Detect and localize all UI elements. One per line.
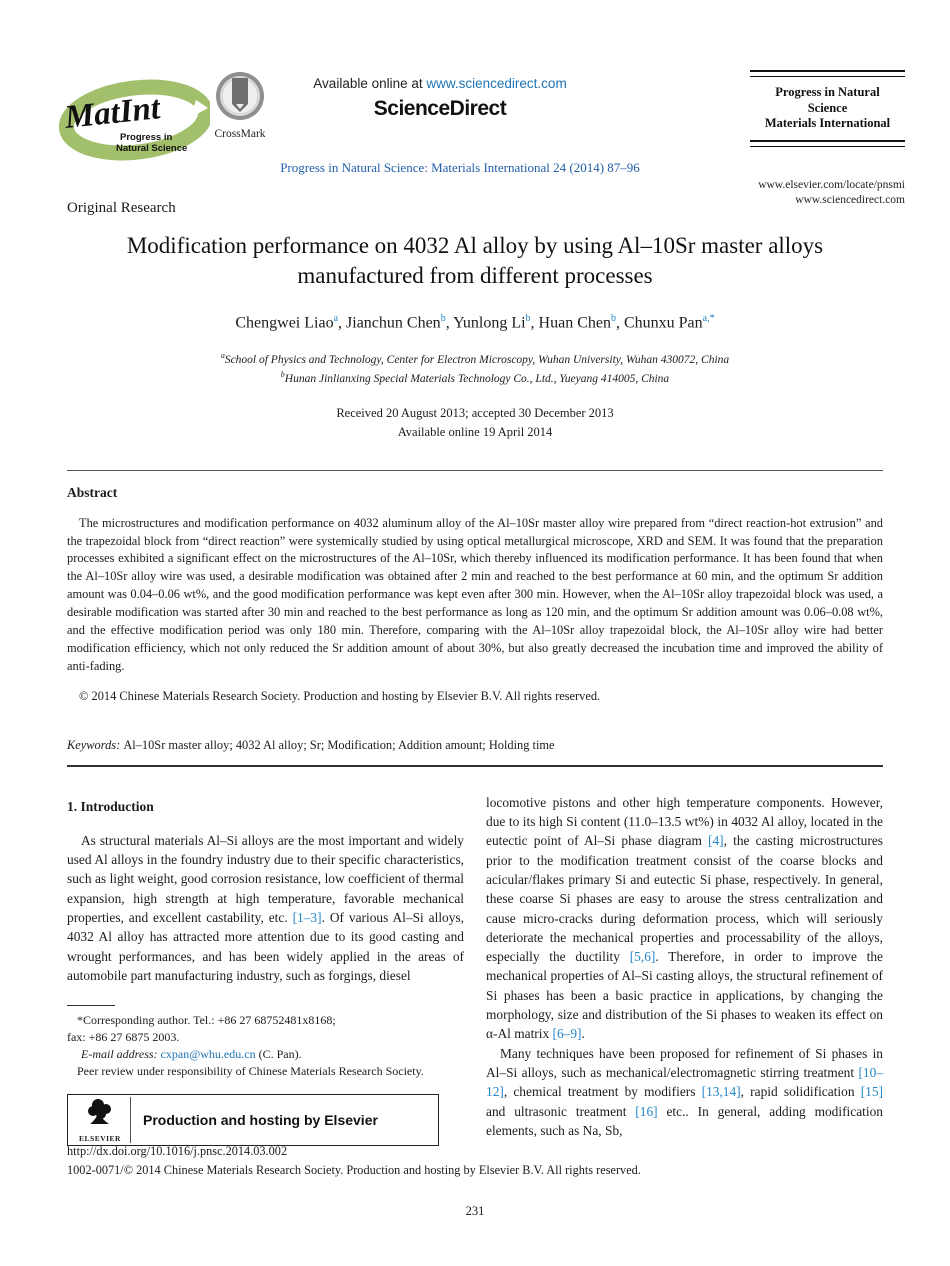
citation-link[interactable]: [13,14] xyxy=(701,1084,741,1100)
crossmark-label: CrossMark xyxy=(214,128,266,140)
author-affiliation-sup[interactable]: b xyxy=(525,312,531,324)
author-affiliation-sup[interactable]: a xyxy=(333,312,339,324)
peer-review-note: Peer review under responsibility of Chinese Materials Research Society. xyxy=(77,1064,424,1079)
masthead-rule-top xyxy=(750,70,905,77)
svg-text:Natural Science: Natural Science xyxy=(116,143,188,154)
email-line: E-mail address: cxpan@whu.edu.cn (C. Pan). xyxy=(81,1047,302,1062)
article-type-label: Original Research xyxy=(67,200,176,216)
article-title: Modification performance on 4032 Al alloy by using Al–10Sr master alloys manufactured from different processes xyxy=(126,233,824,288)
sciencedirect-link[interactable]: www.sciencedirect.com xyxy=(426,76,567,91)
sciencedirect-url[interactable]: www.sciencedirect.com xyxy=(795,193,905,206)
citation-link[interactable]: [6–9] xyxy=(552,1026,582,1042)
email-link[interactable]: cxpan@whu.edu.cn xyxy=(160,1047,256,1062)
section-heading-introduction: 1. Introduction xyxy=(67,798,154,814)
citation-link[interactable]: [16] xyxy=(635,1103,658,1119)
elsevier-journal-url[interactable]: www.elsevier.com/locate/pnsmi xyxy=(758,179,905,191)
abstract-copyright: © 2014 Chinese Materials Research Society. Production and hosting by Elsevier B.V. All rights reserved. xyxy=(79,688,601,703)
affiliation-list xyxy=(67,350,883,388)
citation-link[interactable]: [5,6] xyxy=(629,949,656,965)
page-number: 231 xyxy=(465,1204,485,1218)
corresponding-author-line: fax: +86 27 6875 2003. xyxy=(67,1030,180,1045)
abstract-top-rule xyxy=(67,470,883,471)
author-name: Chengwei Liao xyxy=(235,314,334,332)
doi-link[interactable]: http://dx.doi.org/10.1016/j.pnsc.2014.03.002 xyxy=(67,1144,288,1158)
author-affiliation-sup[interactable]: a,* xyxy=(702,312,715,324)
left-column xyxy=(67,793,464,1147)
citation-link[interactable]: [1–3] xyxy=(292,909,322,925)
keywords-line: Keywords: Al–10Sr master alloy; 4032 Al alloy; Sr; Modification; Addition amount; Holding time xyxy=(67,737,555,752)
footer-identifiers xyxy=(67,1142,641,1180)
elsevier-logo: ELSEVIER xyxy=(78,1097,131,1143)
intro-paragraph-1: As structural materials Al–Si alloys are the most important and widely used Al alloys in the foundry industry due to their specific characteristics, such as light weight, good corrosion resistance, low coefficient of thermal expansion, high strength at high temperature, favorable mechanical properties, and excellent castability, etc. [1–3]. Of various Al–Si alloys, 4032 Al alloy has attracted more attention due to its good casting and wrought performances, and has been widely applied in the areas of automobile part manufacturing industry, such as forgings, diesel xyxy=(67,832,464,983)
corresponding-author-line: *Corresponding author. Tel.: +86 27 68752481x8168; xyxy=(77,1013,336,1028)
svg-text:MatInt: MatInt xyxy=(63,90,162,136)
author-list: Chengwei Liao$^a$, Jianchun Chen$^b$, Yunlong Li$^b$, Huan Chen$^b$, Chunxu Pan$^{a,*}$ xyxy=(235,312,715,332)
matint-logo-graphic xyxy=(58,78,210,162)
received-accepted-line: Received 20 August 2013; accepted 30 December 2013 xyxy=(336,406,614,421)
author-name: Chunxu Pan xyxy=(623,314,703,332)
crossmark-icon xyxy=(214,70,266,122)
journal-masthead xyxy=(750,70,905,147)
citation-link[interactable]: [15] xyxy=(860,1084,883,1100)
matint-journal-logo xyxy=(58,78,210,162)
sciencedirect-logo: ScienceDirect xyxy=(373,97,507,120)
author-name: Jianchun Chen xyxy=(346,314,441,332)
keywords-bottom-rule xyxy=(67,765,883,767)
author-name: Yunlong Li xyxy=(453,314,526,332)
publisher-box xyxy=(67,1094,439,1146)
article-dates xyxy=(67,404,883,442)
author-name: Huan Chen xyxy=(538,314,611,332)
footnote-rule xyxy=(67,1005,115,1006)
journal-citation-line[interactable]: Progress in Natural Science: Materials International 24 (2014) 87–96 xyxy=(280,160,640,175)
author-footnote xyxy=(67,1005,464,1080)
masthead-rule-bottom xyxy=(750,140,905,147)
issn-copyright-line: 1002-0071/© 2014 Chinese Materials Research Society. Production and hosting by Elsevier B.V. All rights reserved. xyxy=(67,1163,641,1178)
citation-link[interactable]: [10–12] xyxy=(486,1064,883,1100)
citation-link[interactable]: [4] xyxy=(708,833,724,849)
affiliation-line: $^a$School of Physics and Technology, Center for Electron Microscopy, Wuhan University, Wuhan 430072, China xyxy=(220,351,730,366)
affiliation-line: $^b$Hunan Jinlianxing Special Materials Technology Co., Ltd., Yueyang 414005, China xyxy=(280,370,670,386)
intro-paragraph-1-continued: locomotive pistons and other high temperature components. However, due to its high Si content (11.0–13.5 wt%) in 4032 Al alloy, located in the eutectic point of Al–Si phase diagram [4], the casting microstructures prior to the modification treatment consist of the coarse blocks and acicular/flakes primary Si and eutectic Si phase, respectively. In general, these coarse Si phases are easy to arouse the stress centralization and cause micro-cracks during deformation process, which will seriously deteriorate the mechanical properties and processability of the alloys, especially the ductility [5,6]. Therefore, in order to improve the mechanical properties of Al–Si casting alloys, the structural refinement of Si phases has been a basic practice in applications, by changing the morphology, size and distribution of the Si phases to weaken its effect on α-Al matrix [6–9]. xyxy=(486,794,883,1042)
elsevier-tree-icon xyxy=(85,1097,115,1129)
abstract-heading: Abstract xyxy=(67,484,118,500)
author-affiliation-sup[interactable]: b xyxy=(610,312,616,324)
journal-name: Progress in Natural Science Materials International xyxy=(764,85,891,131)
abstract-text: The microstructures and modification performance on 4032 aluminum alloy of the Al–10Sr master alloy wire prepared from “direct reaction-hot extrusion” and the trapezoidal block from “direct reaction” were systemically studied by using optical metallurgical microscope, XRD and SEM. It was found that the preparation processes exhibited a significant effect on the microstructures of the Al–10Sr, which thereby influenced its modification performance. It has been found that when the Al–10Sr alloy wire was used, a desirable modification was obtained after 2 min and reached to the best performance at 60 min, and the optimum Sr addition amount was 0.04–0.06 wt%, and the good modification performance was kept even after 300 min. However, when the Al–10Sr alloy trapezoidal block was used, a desirable modification was started after 30 min and reached to the best performance as long as 120 min, and the optimum Sr addition amount was 0.06–0.08 wt%, and the effective modification period was only 180 min. Therefore, comparing with the Al–10Sr alloy trapezoidal block, the Al–10Sr alloy wire had better modification efficiency, which not only reduced the Sr addition amount of about 30%, but also greatly decreased the incubation time and improved the ability of anti-fading. xyxy=(67,515,883,673)
svg-text:Progress in: Progress in xyxy=(120,132,173,143)
publisher-box-label: Production and hosting by Elsevier xyxy=(143,1112,378,1129)
right-column xyxy=(486,793,883,1147)
available-online-date: Available online 19 April 2014 xyxy=(397,425,553,440)
corresponding-author-note xyxy=(67,1012,464,1046)
intro-paragraph-2: Many techniques have been proposed for refinement of Si phases in Al–Si alloys, such as mechanical/electromagnetic stirring treatment [10–12], chemical treatment by modifiers [13,14], rapid solidification [15] and ultrasonic treatment [16] etc.. In general, adding modification elements, such as Na, Sb, xyxy=(486,1045,883,1138)
author-affiliation-sup[interactable]: b xyxy=(440,312,446,324)
available-online-line: Available online at www.sciencedirect.com xyxy=(313,76,567,91)
